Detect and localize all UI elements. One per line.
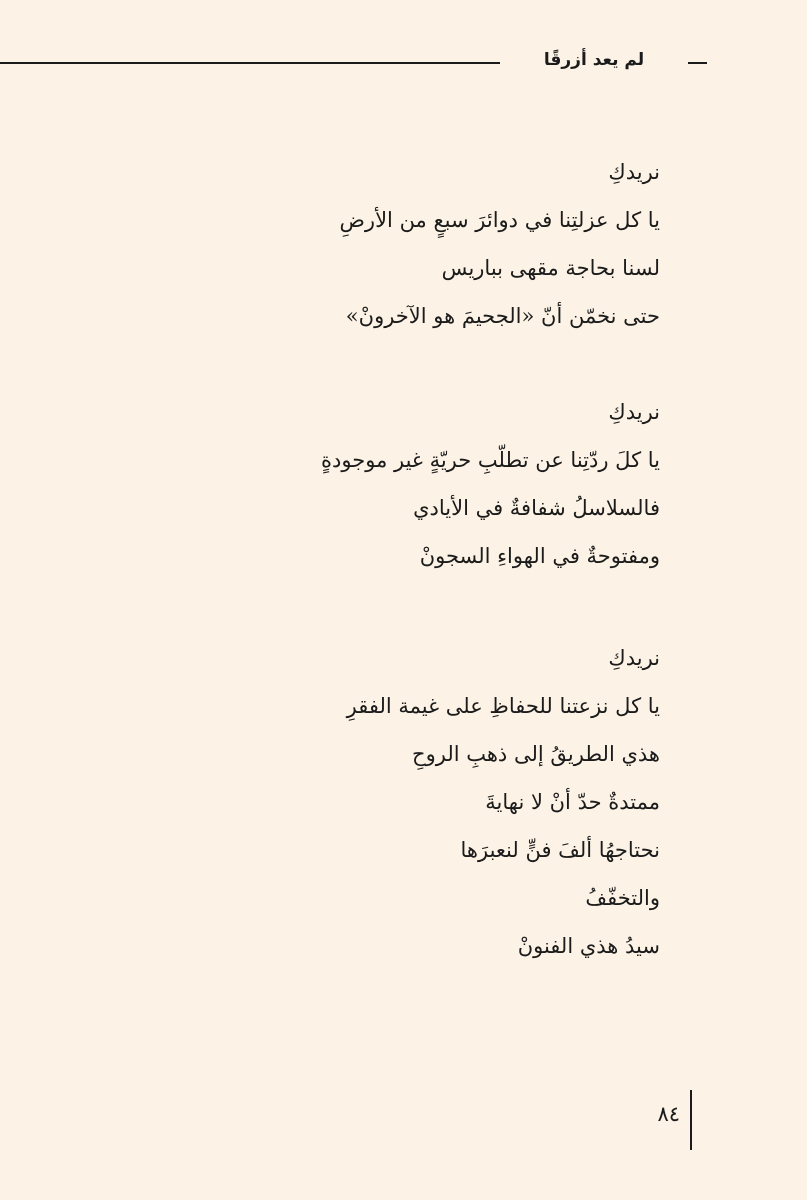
poem-line: ممتدةٌ حدّ أنْ لا نهايةَ: [485, 790, 660, 814]
poem-line: يا كل عزلتِنا في دوائرَ سبعٍ من الأرضِ: [339, 208, 660, 232]
poem-line: فالسلاسلُ شفافةٌ في الأيادي: [413, 496, 660, 520]
header-rule-left: [0, 62, 500, 64]
poem-line: نريدكِ: [608, 646, 660, 670]
poem-line: والتخفّفُ: [585, 886, 660, 910]
page-number: ٨٤: [657, 1102, 680, 1126]
poem-line: هذي الطريقُ إلى ذهبِ الروحِ: [412, 742, 660, 766]
stanza-3: [300, 634, 660, 970]
page-number-rule: [690, 1090, 692, 1150]
poem-line: سيدُ هذي الفنونْ: [517, 934, 660, 958]
running-header: [0, 44, 707, 76]
book-title: لم يعد أزرقًا: [543, 50, 645, 70]
poem-line: يا كل نزعتنا للحفاظِ على غيمة الفقرِ: [346, 694, 660, 718]
header-rule-right: [688, 62, 707, 64]
poem-line: نحتاجهُا ألفَ فنٍّ لنعبرَها: [460, 838, 660, 862]
poem-line: يا كلَ ردّتِنا عن تطلّبِ حريّةٍ غير موجودةٍ: [321, 448, 660, 472]
poem-line: ومفتوحةٌ في الهواءِ السجونْ: [419, 544, 660, 568]
poem-line: لسنا بحاجة مقهى بباريس: [441, 256, 660, 280]
poem-line: نريدكِ: [608, 400, 660, 424]
stanza-1: [300, 148, 660, 340]
stanza-2: [300, 388, 660, 580]
poem-line: حتى نخمّن أنّ «الجحيمَ هو الآخرونْ»: [345, 304, 660, 328]
poem-line: نريدكِ: [608, 160, 660, 184]
